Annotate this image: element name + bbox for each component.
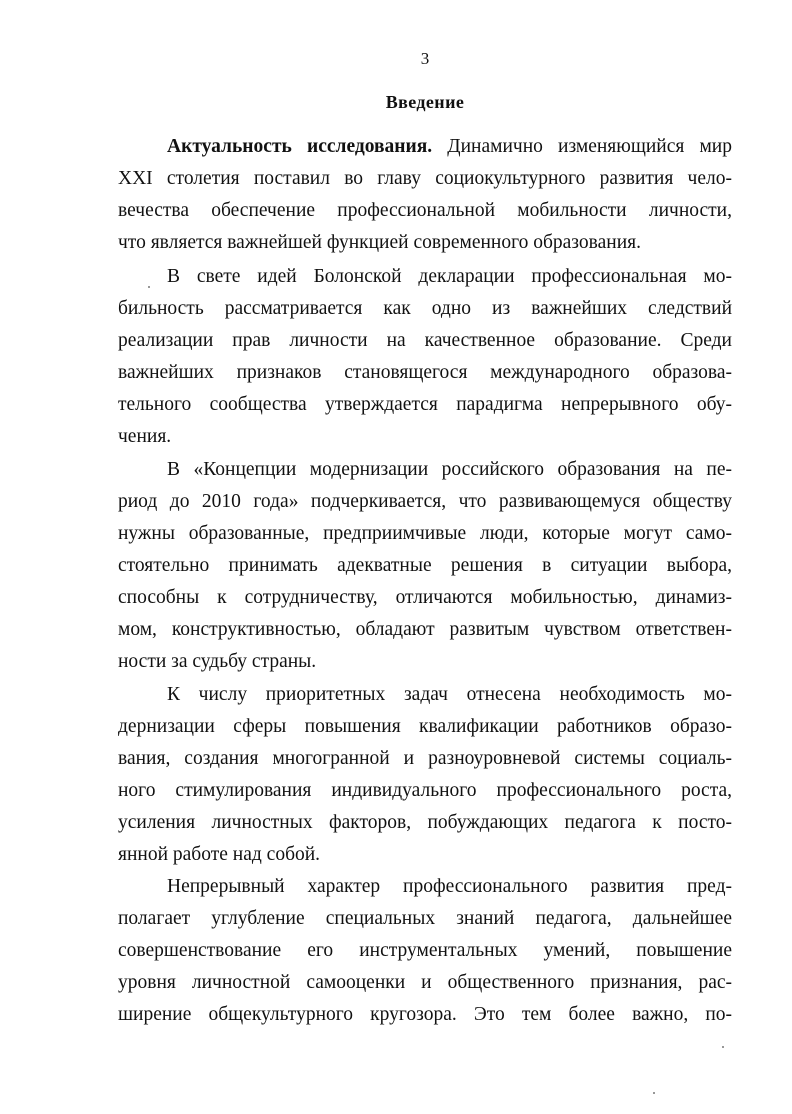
- paragraph-1-line-1-text: Динамично изменяющийся мир: [432, 136, 732, 157]
- paragraph-5-line-1: Непрерывный характер профессионального развития пред-: [167, 876, 732, 897]
- paragraph-3-line-6: мом, конструктивностью, обладают развитым чувством ответствен-: [118, 619, 732, 640]
- paragraph-3-line-1: В «Концепции модернизации российского образования на пе-: [167, 459, 732, 480]
- paragraph-4-line-4: ного стимулирования индивидуального профессионального роста,: [118, 780, 732, 801]
- paragraph-5-line-5: ширение общекультурного кругозора. Это тем более важно, по-: [118, 1004, 732, 1025]
- scan-speck: [653, 1092, 655, 1094]
- paragraph-3-line-7: ности за судьбу страны.: [118, 651, 317, 672]
- paragraph-2-line-5: тельного сообщества утверждается парадигма непрерывного обу-: [118, 394, 732, 415]
- paragraph-4-line-1: К числу приоритетных задач отнесена необходимость мо-: [167, 684, 732, 705]
- paragraph-2-line-2: бильность рассматривается как одно из важнейших следствий: [118, 298, 732, 319]
- paragraph-3-line-4: стоятельно принимать адекватные решения в ситуации выбора,: [118, 555, 732, 576]
- paragraph-4-line-5: усиления личностных факторов, побуждающих педагога к посто-: [118, 812, 732, 833]
- paragraph-2-line-6: чения.: [118, 426, 172, 447]
- paragraph-4-line-2: дернизации сферы повышения квалификации работников образо-: [118, 716, 732, 737]
- paragraph-4-line-3: вания, создания многогранной и разноуровневой системы социаль-: [118, 748, 732, 769]
- paragraph-5-line-3: совершенствование его инструментальных умений, повышение: [118, 940, 732, 961]
- paragraph-1-line-1: [167, 134, 732, 160]
- page-number: 3: [420, 49, 430, 68]
- paragraph-4-line-6: янной работе над собой.: [118, 844, 321, 865]
- paragraph-1-bold-lead: Актуальность исследования.: [167, 136, 433, 157]
- paragraph-1-line-3: вечества обеспечение профессиональной мобильности личности,: [118, 200, 732, 221]
- paragraph-1-line-4: что является важнейшей функцией современного образования.: [118, 232, 641, 253]
- page-heading: Введение: [385, 92, 465, 112]
- paragraph-3-line-3: нужны образованные, предприимчивые люди, которые могут само-: [118, 523, 732, 544]
- paragraph-3-line-5: способны к сотрудничеству, отличаются мобильностью, динамиз-: [118, 587, 732, 608]
- paragraph-1-line-2: XXI столетия поставил во главу социокультурного развития чело-: [118, 168, 732, 189]
- scan-speck: [148, 286, 150, 288]
- paragraph-3-line-2: риод до 2010 года» подчеркивается, что развивающемуся обществу: [118, 491, 732, 512]
- paragraph-5-line-2: полагает углубление специальных знаний педагога, дальнейшее: [118, 908, 732, 929]
- paragraph-2-line-3: реализации прав личности на качественное образование. Среди: [118, 330, 732, 351]
- paragraph-5-line-4: уровня личностной самооценки и общественного признания, рас-: [118, 972, 732, 993]
- paragraph-2-line-1: В свете идей Болонской декларации профессиональная мо-: [167, 266, 732, 287]
- paragraph-2-line-4: важнейших признаков становящегося международного образова-: [118, 362, 732, 383]
- scan-speck: [722, 1046, 724, 1048]
